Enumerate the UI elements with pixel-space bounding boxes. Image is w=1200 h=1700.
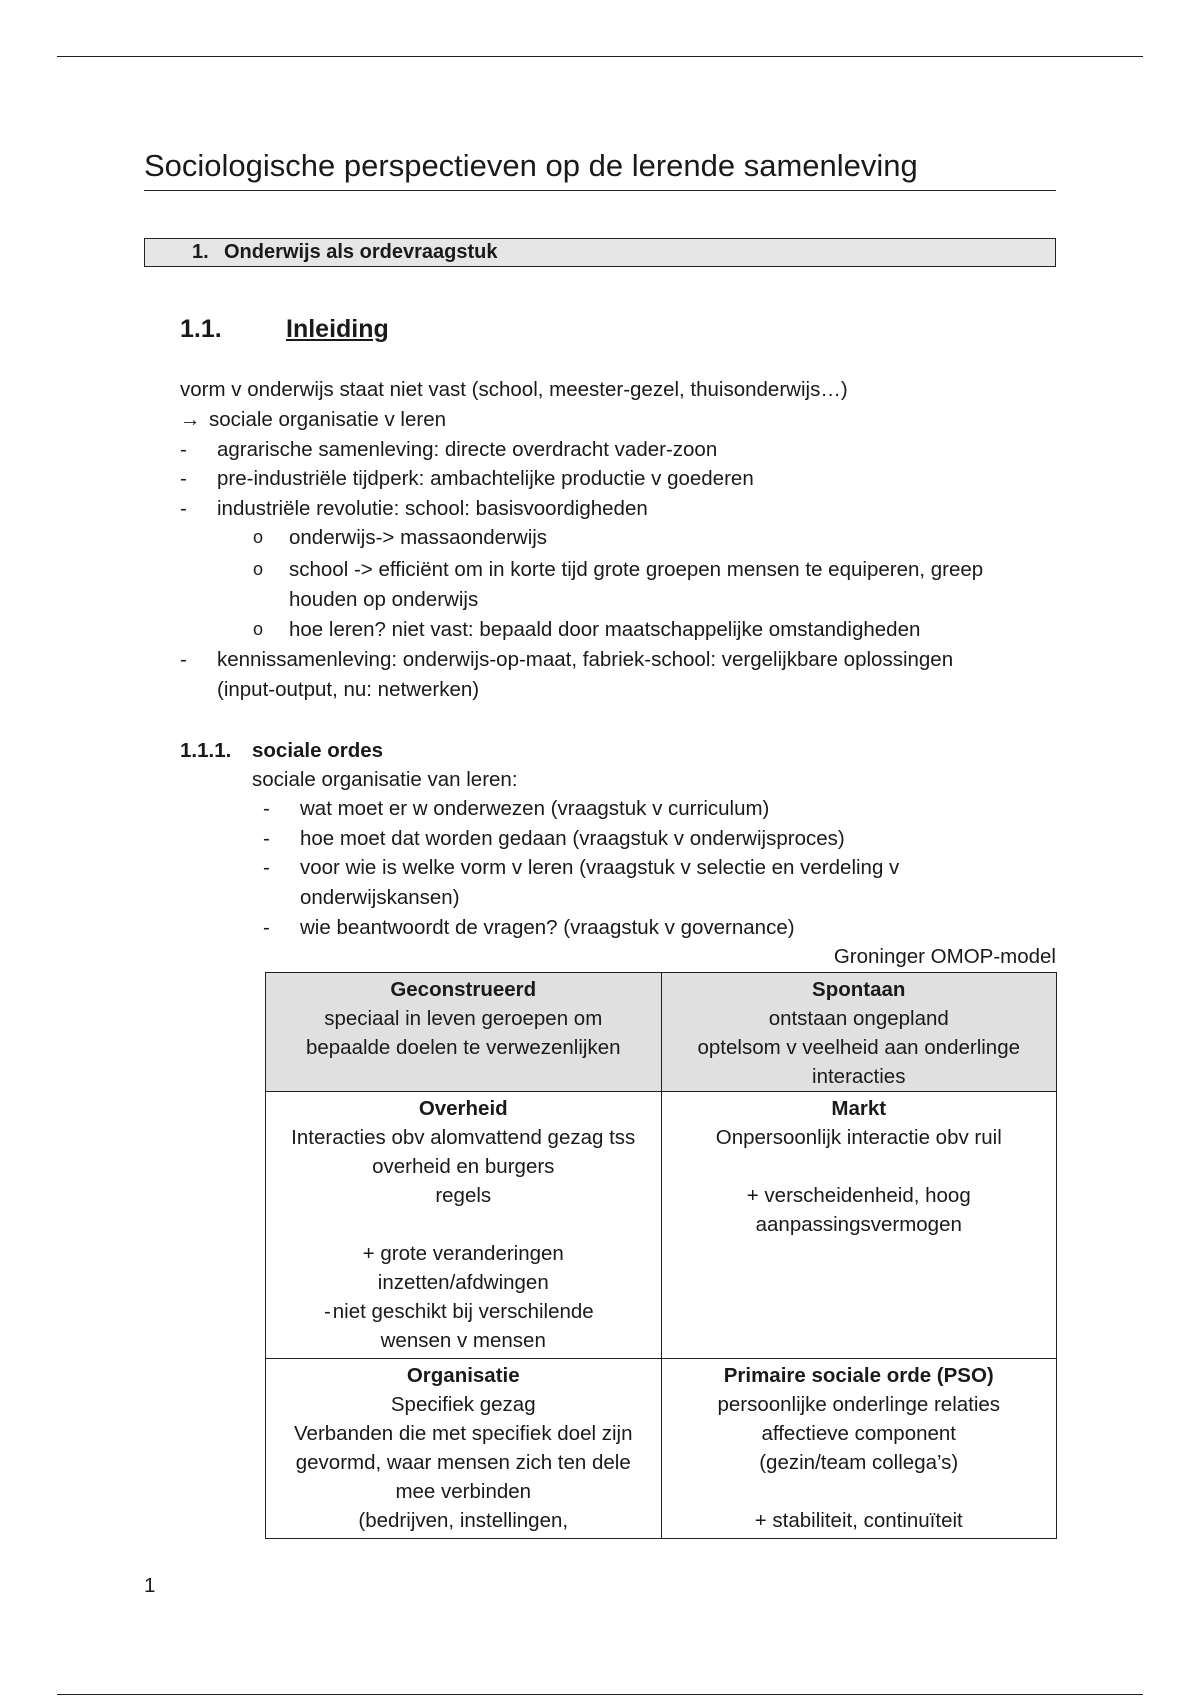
cell-text: overheid en burgers: [372, 1155, 555, 1178]
dash-bullet: -: [263, 797, 270, 820]
intro-arrow-line: sociale organisatie v leren: [209, 408, 447, 431]
cell-text: Onpersoonlijk interactie obv ruil: [715, 1126, 1002, 1149]
dash-bullet: -: [263, 916, 270, 939]
cell-title-overheid: Overheid: [418, 1097, 508, 1120]
section-heading-box: [144, 238, 1056, 267]
arrow-icon: →: [180, 408, 201, 431]
circle-bullet: o: [253, 559, 264, 579]
omop-table: [265, 972, 1057, 1539]
list-item: voor wie is welke vorm v leren (vraagstuk v selectie en verdeling v: [300, 856, 900, 879]
cell-text: inzetten/afdwingen: [377, 1271, 549, 1294]
cell-text: mee verbinden: [395, 1480, 532, 1503]
cell-text: (bedrijven, instellingen,: [358, 1509, 569, 1532]
cell-text: optelsom v veelheid aan onderlinge: [697, 1036, 1021, 1059]
list-item-continued: (input-output, nu: netwerken): [217, 678, 480, 701]
list-item: wie beantwoordt de vragen? (vraagstuk v governance): [300, 916, 795, 939]
list-item: hoe moet dat worden gedaan (vraagstuk v onderwijsproces): [300, 827, 845, 850]
intro-line: vorm v onderwijs staat niet vast (school, meester-gezel, thuisonderwijs…): [180, 378, 848, 401]
subsubsection-title: sociale ordes: [252, 739, 384, 762]
cell-text: aanpassingsvermogen: [755, 1213, 962, 1236]
footer-rule: [57, 1694, 1143, 1695]
section-number: 1.: [192, 241, 209, 263]
cell-text: Specifiek gezag: [390, 1393, 536, 1416]
table-header-row: [266, 973, 1057, 1092]
cell-minus-line: [276, 1297, 651, 1326]
dash-bullet: -: [180, 497, 187, 520]
cell-text: niet geschikt bij verschilende: [332, 1300, 594, 1323]
table-cell: [661, 973, 1057, 1092]
dash-bullet: -: [180, 467, 187, 490]
column-title-geconstrueerd: Geconstrueerd: [390, 978, 537, 1001]
table-row: [266, 1092, 1057, 1359]
dash-bullet: -: [263, 827, 270, 850]
cell-text: ontstaan ongepland: [768, 1007, 949, 1030]
table-row: [266, 1359, 1057, 1539]
cell-text: persoonlijke onderlinge relaties: [717, 1393, 1001, 1416]
subsection-number: 1.1.: [180, 315, 222, 343]
cell-title-markt: Markt: [831, 1097, 887, 1120]
list-item: pre-industriële tijdperk: ambachtelijke productie v goederen: [217, 467, 754, 490]
cell-text: wensen v mensen: [380, 1329, 546, 1352]
table-cell: [661, 1092, 1057, 1359]
list-item: wat moet er w onderwezen (vraagstuk v curriculum): [300, 797, 770, 820]
list-item: kennissamenleving: onderwijs-op-maat, fabriek-school: vergelijkbare oplossingen: [217, 648, 954, 671]
table-cell: [661, 1359, 1057, 1539]
cell-text: Interacties obv alomvattend gezag tss: [291, 1126, 636, 1149]
ordes-intro: sociale organisatie van leren:: [252, 768, 518, 791]
cell-title-organisatie: Organisatie: [406, 1364, 520, 1387]
header-rule: [57, 56, 1143, 57]
sub-list-item: onderwijs-> massaonderwijs: [289, 526, 548, 549]
cell-text: interacties: [812, 1065, 906, 1088]
cell-text: + grote veranderingen: [362, 1242, 564, 1265]
cell-text: Verbanden die met specifiek doel zijn: [294, 1422, 633, 1445]
table-cell: [266, 973, 662, 1092]
list-item-continued: onderwijskansen): [300, 886, 460, 909]
cell-text: affectieve component: [761, 1422, 956, 1445]
dash-bullet: -: [180, 438, 187, 461]
cell-spacer: [276, 1210, 651, 1239]
circle-bullet: o: [253, 619, 264, 639]
section-title: Onderwijs als ordevraagstuk: [224, 241, 498, 263]
list-item: agrarische samenleving: directe overdracht vader-zoon: [217, 438, 718, 461]
dash-bullet: -: [324, 1300, 331, 1323]
cell-text: bepaalde doelen te verwezenlijken: [305, 1036, 621, 1059]
cell-text: (gezin/team collega’s): [759, 1451, 959, 1474]
page-number: 1: [144, 1574, 156, 1597]
cell-text: regels: [435, 1184, 492, 1207]
subsubsection-number: 1.1.1.: [180, 739, 232, 762]
dash-bullet: -: [263, 856, 270, 879]
cell-text: + verscheidenheid, hoog: [746, 1184, 971, 1207]
document-title: Sociologische perspectieven op de lerende samenleving: [144, 146, 1056, 191]
table-cell: [266, 1092, 662, 1359]
dash-bullet: -: [180, 648, 187, 671]
list-item: industriële revolutie: school: basisvoordigheden: [217, 497, 648, 520]
sub-list-item: hoe leren? niet vast: bepaald door maatschappelijke omstandigheden: [289, 618, 921, 641]
subsection-title: Inleiding: [286, 315, 389, 343]
cell-title-pso: Primaire sociale orde (PSO): [723, 1364, 994, 1387]
cell-text: + stabiliteit, continuïteit: [754, 1509, 963, 1532]
circle-bullet: o: [253, 527, 264, 547]
sub-list-item-continued: houden op onderwijs: [289, 588, 479, 611]
cell-spacer: [672, 1152, 1047, 1181]
cell-text: speciaal in leven geroepen om: [324, 1007, 603, 1030]
table-caption: Groninger OMOP-model: [833, 945, 1056, 968]
sub-list-item: school -> efficiënt om in korte tijd grote groepen mensen te equiperen, greep: [289, 558, 984, 581]
cell-text: gevormd, waar mensen zich ten dele: [295, 1451, 631, 1474]
cell-spacer: [672, 1477, 1047, 1506]
table-cell: [266, 1359, 662, 1539]
column-title-spontaan: Spontaan: [812, 978, 906, 1001]
